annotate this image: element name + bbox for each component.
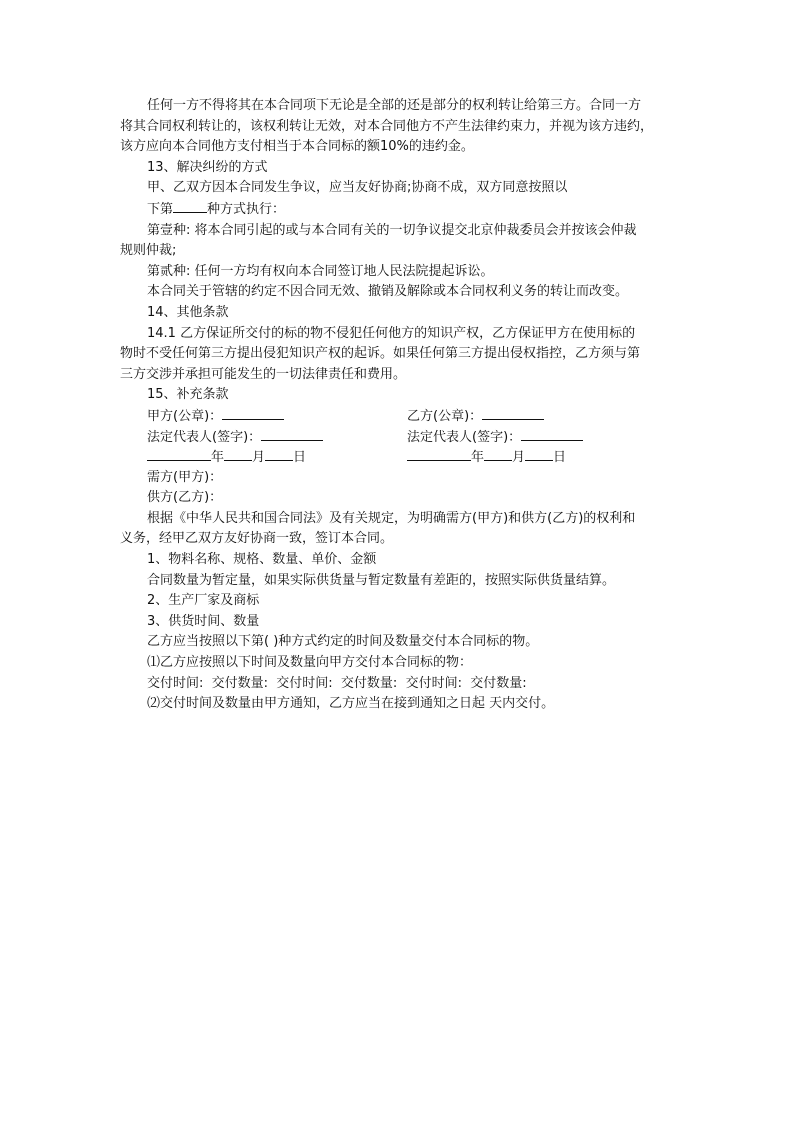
paragraph-line: 规则仲裁; [120,243,177,259]
year-label: 年 [471,450,485,466]
clause-heading-2: 2、生产厂家及商标 [147,593,260,609]
paragraph-line: 合同数量为暂定量，如果实际供货量与暂定数量有差距的，按照实际供货量结算。 [147,572,616,588]
year-label: 年 [211,450,225,466]
clause-heading-1: 1、物料名称、规格、数量、单价、金额 [147,552,377,568]
label: 乙方(公章)： [407,408,483,424]
month-blank[interactable] [224,447,252,461]
paragraph-line: 三方交涉并承担可能发生的一切法律责任和费用。 [120,366,407,382]
paragraph-line: 义务，经甲乙双方友好协商一致，签订本合同。 [120,531,394,547]
day-blank[interactable] [265,447,293,461]
fill-blank[interactable] [173,199,207,213]
text-fragment: 种方式执行： [207,201,286,217]
paragraph-line: 14.1 乙方保证所交付的标的物不侵犯任何他方的知识产权，乙方保证甲方在使用标的 [147,325,636,341]
section-heading-15: 15、补充条款 [147,387,229,403]
buyer-label: 需方(甲方)： [147,469,223,485]
paragraph-line: 物时不受任何第三方提出侵犯知识产权的起诉。如果任何第三方提出侵权指控，乙方须与第 [120,346,641,362]
fill-blank[interactable] [521,427,583,441]
paragraph-line: 甲、乙双方因本合同发生争议，应当友好协商;协商不成，双方同意按照以 [147,180,568,196]
month-label: 月 [512,450,526,466]
day-blank[interactable] [525,447,553,461]
signature-row-date [120,447,680,468]
rep-b [407,427,583,449]
paragraph-line: 根据《中华人民共和国合同法》及有关规定，为明确需方(甲方)和供方(乙方)的权利和 [147,510,636,526]
text-fragment: 下第 [147,201,174,217]
paragraph-line [120,199,680,221]
day-label: 日 [553,450,567,466]
fill-blank[interactable] [482,406,544,420]
date-b [407,447,566,469]
month-label: 月 [252,450,266,466]
paragraph-line: 本合同关于管辖的约定不因合同无效、撤销及解除或本合同权利义务的转让而改变。 [147,284,629,300]
label: 甲方(公章)： [147,408,223,424]
paragraph-line: 第壹种: 将本合同引起的或与本合同有关的一切争议提交北京仲裁委员会并按该会仲裁 [147,222,637,238]
month-blank[interactable] [484,447,512,461]
year-blank[interactable] [407,447,471,461]
party-b-seal [407,406,544,428]
fill-blank[interactable] [222,406,284,420]
seller-label: 供方(乙方)： [147,490,223,506]
rep-a [147,427,323,449]
section-heading-14: 14、其他条款 [147,304,229,320]
signature-row-seal [120,406,680,427]
date-a [147,447,306,469]
paragraph-line: ⑵交付时间及数量由甲方通知，乙方应当在接到通知之日起 天内交付。 [147,696,555,712]
delivery-row: 交付时间: 交付数量: 交付时间: 交付数量: 交付时间: 交付数量: [147,675,527,691]
clause-heading-3: 3、供货时间、数量 [147,613,260,629]
day-label: 日 [293,450,307,466]
paragraph-line: 该方应向本合同他方支付相当于本合同标的额10%的违约金。 [120,139,474,155]
label: 法定代表人(签字)： [147,429,262,445]
fill-blank[interactable] [261,427,323,441]
year-blank[interactable] [147,447,211,461]
paragraph-line: 将其合同权利转让的，该权利转让无效，对本合同他方不产生法律约束力，并视为该方违约， [120,118,654,134]
paragraph-line: ⑴乙方应按照以下时间及数量向甲方交付本合同标的物： [147,655,473,671]
signature-row-rep [120,427,680,448]
paragraph-line: 任何一方不得将其在本合同项下无论是全部的还是部分的权利转让给第三方。合同一方 [147,98,642,113]
paragraph-line: 第贰种: 任何一方均有权向本合同签订地人民法院提起诉讼。 [147,263,494,279]
document-body [120,96,680,715]
party-a-seal [147,406,284,428]
label: 法定代表人(签字)： [407,429,522,445]
paragraph-line: 乙方应当按照以下第( )种方式约定的时间及数量交付本合同标的物。 [147,634,539,650]
section-heading-13: 13、解决纠纷的方式 [147,159,268,175]
